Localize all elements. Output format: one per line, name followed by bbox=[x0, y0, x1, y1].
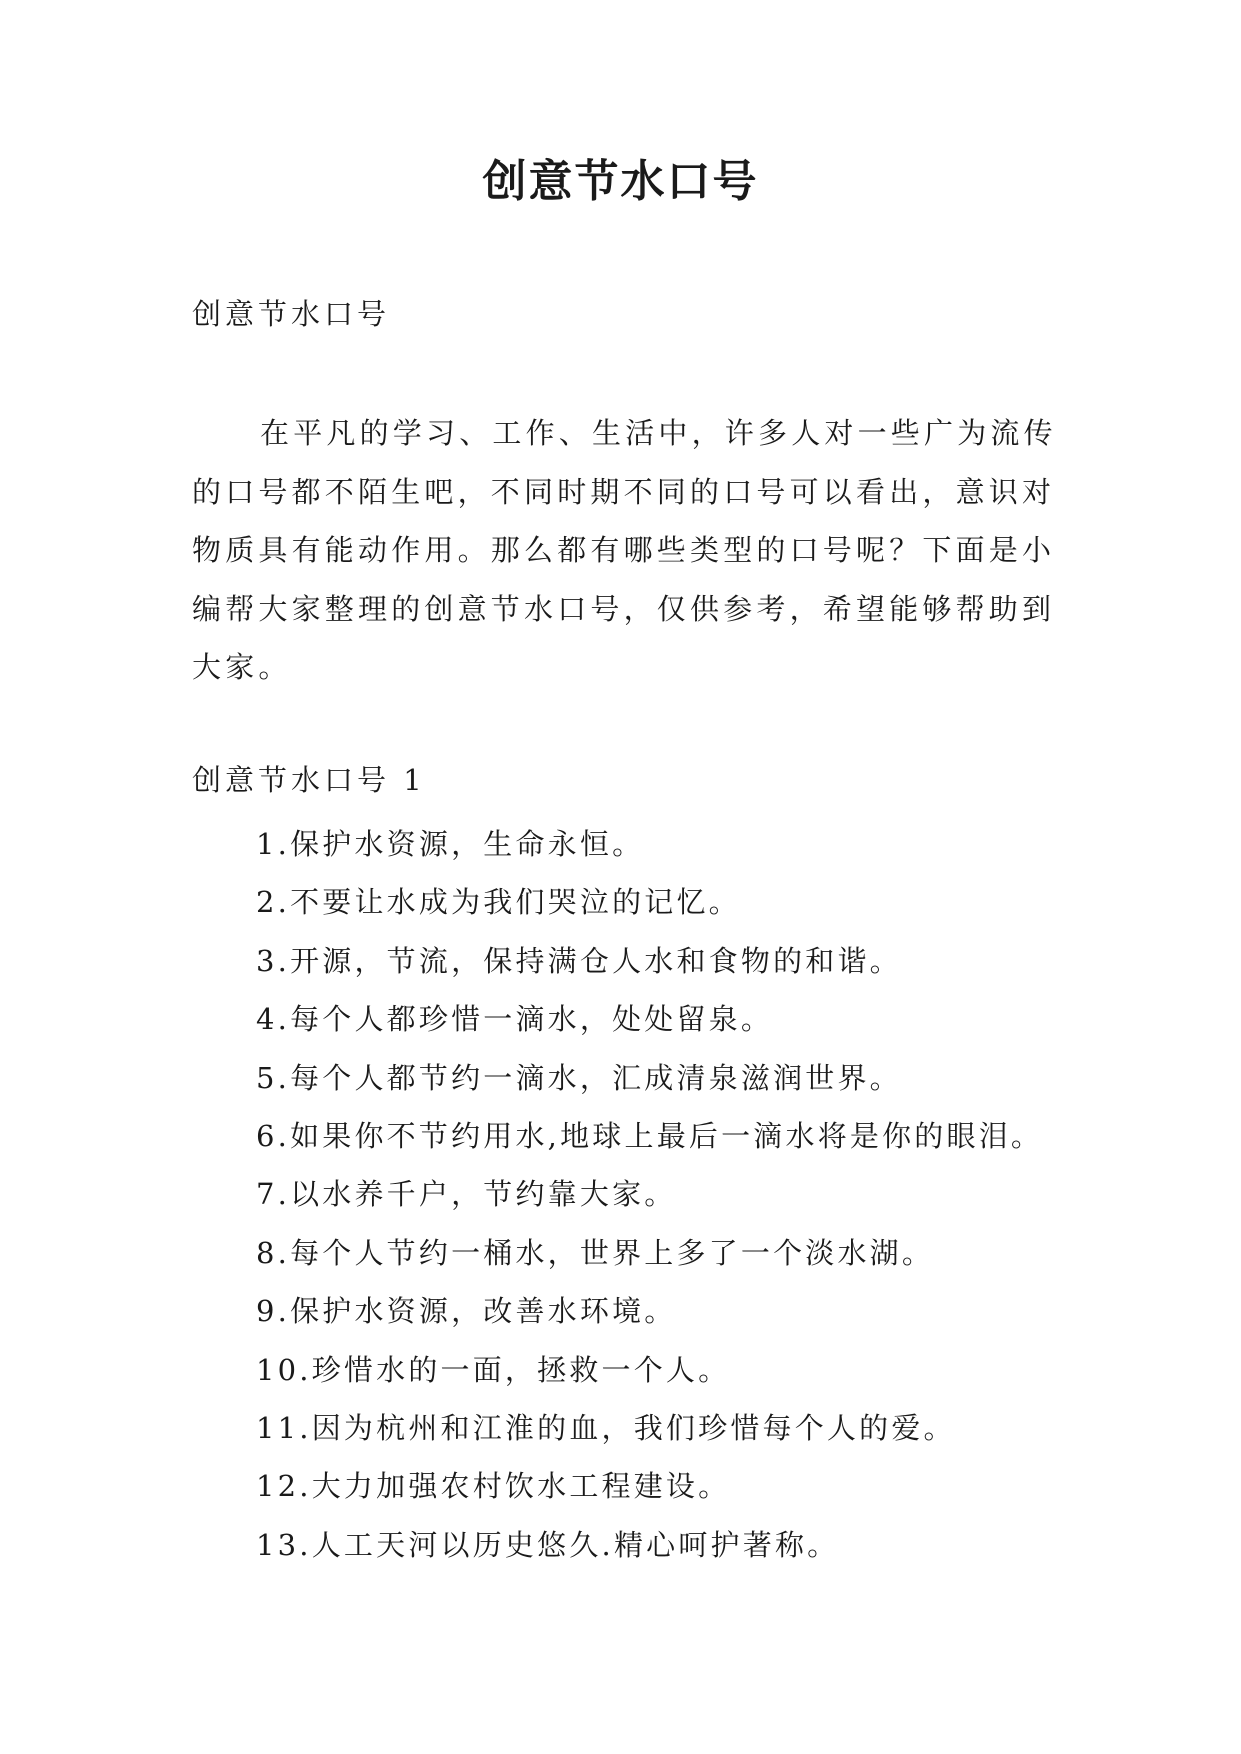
slogan-item: 10.珍惜水的一面，拯救一个人。 bbox=[256, 1352, 731, 1387]
slogan-item: 12.大力加强农村饮水工程建设。 bbox=[256, 1469, 731, 1504]
slogan-list bbox=[256, 815, 1043, 1574]
slogan-item: 4.每个人都珍惜一滴水，处处留泉。 bbox=[256, 1002, 774, 1037]
slogan-item: 11.因为杭州和江淮的血，我们珍惜每个人的爱。 bbox=[256, 1411, 956, 1446]
slogan-item: 5.每个人都节约一滴水，汇成清泉滋润世界。 bbox=[256, 1060, 902, 1095]
section-heading: 创意节水口号 1 bbox=[192, 763, 426, 797]
document-subtitle: 创意节水口号 bbox=[192, 297, 391, 331]
slogan-item: 8.每个人节约一桶水，世界上多了一个淡水湖。 bbox=[256, 1235, 935, 1270]
slogan-item: 3.开源，节流，保持满仓人水和食物的和谐。 bbox=[256, 943, 902, 978]
slogan-item: 13.人工天河以历史悠久.精心呵护著称。 bbox=[256, 1527, 840, 1562]
slogan-item: 9.保护水资源，改善水环境。 bbox=[256, 1294, 677, 1329]
slogan-item: 7.以水养千户，节约靠大家。 bbox=[256, 1177, 677, 1212]
intro-paragraph: 在平凡的学习、工作、生活中，许多人对一些广为流传的口号都不陌生吧，不同时期不同的口号可以看出，意识对物质具有能动作用。那么都有哪些类型的口号呢？下面是小编帮大家整理的创意节水口号，仅供参考，希望能够帮助到大家。 bbox=[192, 416, 1057, 684]
document-title: 创意节水口号 bbox=[482, 156, 759, 207]
slogan-item: 2.不要让水成为我们哭泣的记忆。 bbox=[256, 885, 741, 920]
slogan-item: 1.保护水资源，生命永恒。 bbox=[256, 827, 645, 861]
slogan-item: 6.如果你不节约用水,地球上最后一滴水将是你的眼泪。 bbox=[256, 1119, 1044, 1154]
